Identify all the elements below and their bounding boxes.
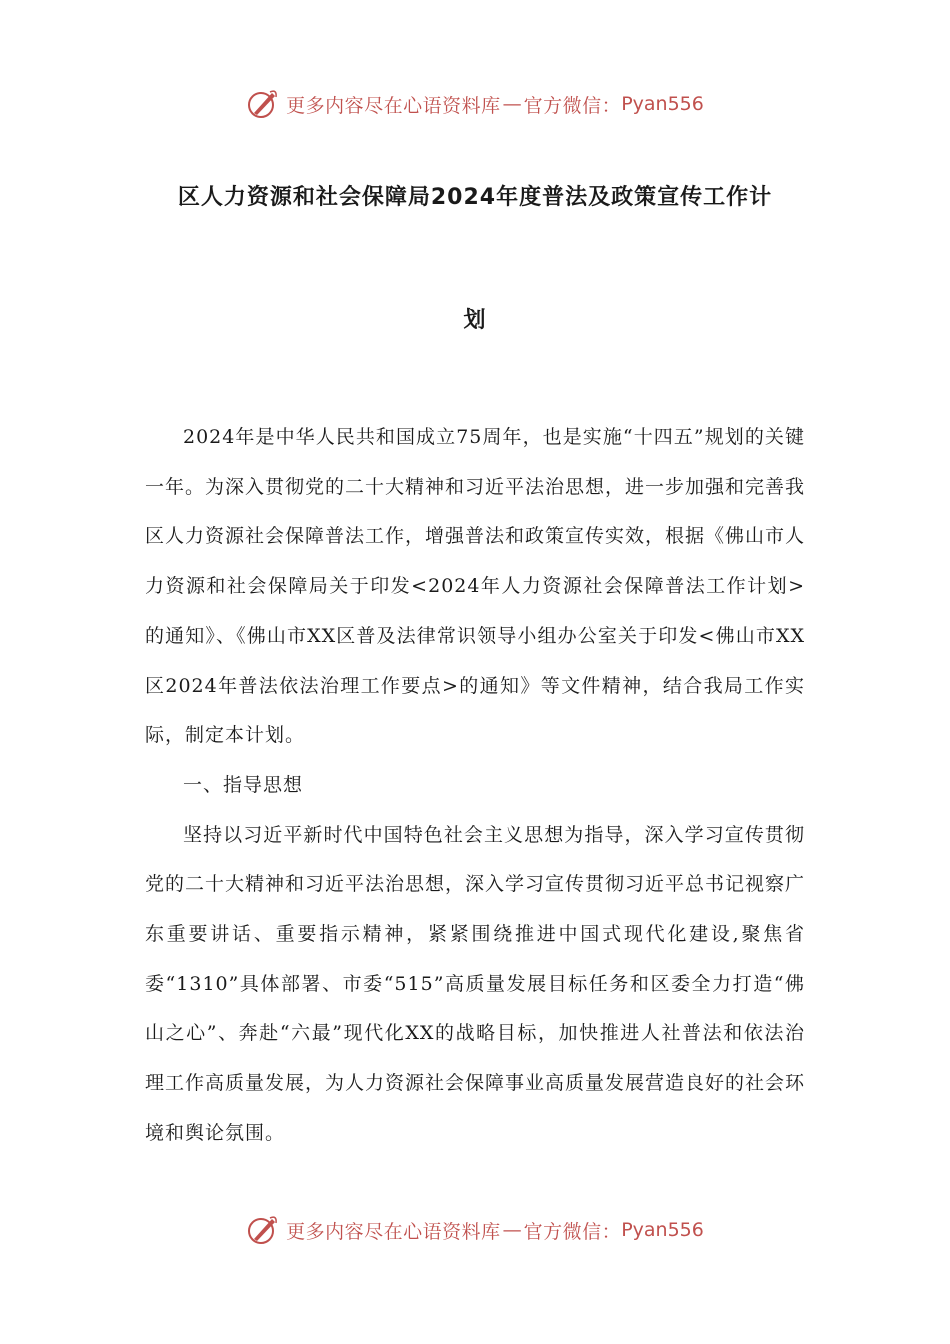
quill-pen-logo-icon <box>246 1213 280 1247</box>
paragraph-intro: 2024年是中华人民共和国成立75周年，也是实施“十四五”规划的关键一年。为深入贯彻党的二十大精神和习近平法治思想，进一步加强和完善我区人力资源社会保障普法工作，增强普法和政策宣传实效，根据《佛山市人力资源和社会保障局关于印发<2024年人力资源社会保障普法工作计划>的通知》、《佛山市XX区普及法律常识领导小组办公室关于印发<佛山市XX区2024年普法依法治理工作要点>的通知》等文件精神，结合我局工作实际，制定本计划。 <box>145 426 806 747</box>
footer-watermark <box>0 1210 950 1250</box>
document-body <box>145 413 805 1159</box>
document-title-line2: 划 <box>463 308 487 333</box>
quill-pen-logo-icon <box>246 87 280 121</box>
watermark-separator: — <box>502 93 522 115</box>
watermark-wechat-label: 官方微信： <box>523 1220 622 1243</box>
section-heading-guiding-ideology: 一、指导思想 <box>183 773 304 796</box>
watermark-text: 更多内容尽在心语资料库 <box>286 1220 501 1243</box>
watermark-wechat-id: Pyan556 <box>621 1219 704 1241</box>
watermark-text: 更多内容尽在心语资料库 <box>286 94 501 117</box>
header-watermark <box>0 84 950 124</box>
watermark-separator: — <box>502 1219 522 1241</box>
watermark-wechat-label: 官方微信： <box>523 94 622 117</box>
paragraph-guiding-ideology: 坚持以习近平新时代中国特色社会主义思想为指导，深入学习宣传贯彻党的二十大精神和习近平法治思想，深入学习宣传贯彻习近平总书记视察广东重要讲话、重要指示精神，紧紧围绕推进中国式现代化建设,聚焦省委“1310”具体部署、市委“515”高质量发展目标任务和区委全力打造“佛山之心”、奔赴“六最”现代化XX的战略目标，加快推进人社普法和依法治理工作高质量发展，为人力资源社会保障事业高质量发展营造良好的社会环境和舆论氛围。 <box>145 823 806 1144</box>
watermark-wechat-id: Pyan556 <box>621 93 704 115</box>
document-title-line1: 区人力资源和社会保障局2024年度普法及政策宣传工作计 <box>177 185 773 210</box>
